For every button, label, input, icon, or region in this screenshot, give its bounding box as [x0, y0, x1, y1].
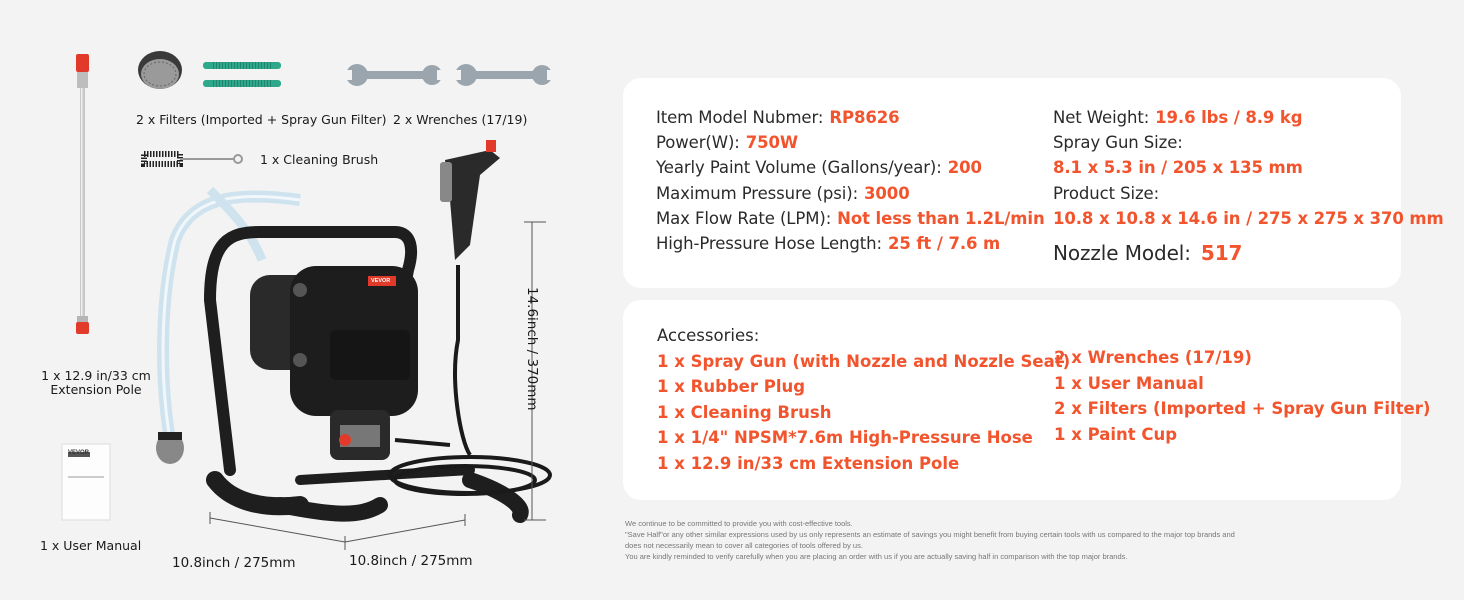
- spec-power: [656, 133, 798, 152]
- spec-label: Nozzle Model:: [1053, 241, 1191, 265]
- spec-product-size-label: Product Size:: [1053, 184, 1160, 203]
- brush-label: 1 x Cleaning Brush: [260, 152, 379, 167]
- spec-value: 3000: [864, 184, 910, 203]
- motor-housing-icon: [250, 266, 418, 460]
- spec-label: Net Weight:: [1053, 108, 1150, 127]
- spec-hose-length: [656, 234, 1000, 253]
- spec-value: 517: [1200, 241, 1243, 265]
- accessories-title: Accessories:: [657, 326, 760, 345]
- disclaimer-line: "Save Half"or any other similar expressions used by us only represents an estimate of savings you might benefit from buying certain tools with us compared to the major top brands and: [625, 530, 1235, 539]
- filters-label: 2 x Filters (Imported + Spray Gun Filter): [136, 112, 387, 127]
- accessory-item: 1 x 1/4" NPSM*7.6m High-Pressure Hose: [657, 428, 1033, 447]
- accessory-item: 2 x Filters (Imported + Spray Gun Filter): [1054, 399, 1431, 418]
- spec-flow-rate: [656, 209, 1045, 228]
- spec-label: Power(W):: [656, 133, 740, 152]
- spray-gun-icon: [440, 140, 500, 260]
- disclaimer-line: You are kindly reminded to verify carefully when you are placing an order with us if you are actually saving half in comparison with the top major brands.: [625, 552, 1128, 561]
- spec-value: RP8626: [829, 108, 900, 127]
- spec-gun-size-value: 8.1 x 5.3 in / 205 x 135 mm: [1053, 158, 1303, 177]
- spec-value: 25 ft / 7.6 m: [887, 234, 1001, 253]
- spec-label: Max Flow Rate (LPM):: [656, 209, 832, 228]
- product-illustration: [0, 0, 600, 600]
- spec-value: 19.6 lbs / 8.9 kg: [1155, 108, 1303, 127]
- pole-label-line2: Extension Pole: [50, 382, 142, 397]
- spec-yearly-volume: [656, 158, 982, 177]
- disclaimer-line: does not necessarily mean to cover all categories of tools offered by us.: [625, 541, 863, 550]
- accessory-item: 1 x Paint Cup: [1054, 425, 1178, 444]
- disclaimer-line: We continue to be committed to provide you with cost-effective tools.: [625, 519, 853, 528]
- wrenches-label: 2 x Wrenches (17/19): [393, 112, 528, 127]
- product-drawing: [0, 0, 600, 600]
- spec-value: 200: [947, 158, 982, 177]
- extension-pole-icon: [76, 54, 89, 334]
- width-dimension-2: 10.8inch / 275mm: [349, 553, 473, 569]
- accessories-card: [623, 300, 1431, 500]
- accessory-item: 1 x Rubber Plug: [657, 377, 806, 396]
- spec-label: High-Pressure Hose Length:: [656, 234, 882, 253]
- pole-label-line1: 1 x 12.9 in/33 cm: [41, 368, 151, 383]
- spec-model: [656, 108, 899, 127]
- manual-label: 1 x User Manual: [40, 538, 142, 553]
- spec-net-weight: [1053, 108, 1302, 127]
- wrench-icon: [342, 64, 557, 86]
- width-dimension-1: 10.8inch / 275mm: [172, 555, 296, 571]
- accessory-item: 1 x Cleaning Brush: [657, 403, 832, 422]
- spec-label: Yearly Paint Volume (Gallons/year):: [656, 158, 942, 177]
- accessory-item: 1 x 12.9 in/33 cm Extension Pole: [657, 454, 960, 473]
- accessory-item: 2 x Wrenches (17/19): [1054, 348, 1252, 367]
- disclaimer: [625, 518, 1385, 562]
- spec-max-pressure: [656, 184, 910, 203]
- spec-nozzle-model: [1053, 241, 1242, 265]
- spec-label: Item Model Nubmer:: [656, 108, 824, 127]
- spec-value: Not less than 1.2L/min: [837, 209, 1045, 228]
- gun-filter-icon: [203, 62, 281, 87]
- spec-label: Maximum Pressure (psi):: [656, 184, 859, 203]
- manual-brand: VEVOR: [68, 450, 90, 456]
- accessory-item: 1 x User Manual: [1054, 374, 1204, 393]
- height-dimension: 14.6inch / 370mm: [524, 287, 540, 411]
- spec-gun-size-label: Spray Gun Size:: [1053, 133, 1183, 152]
- accessory-item: 1 x Spray Gun (with Nozzle and Nozzle Seat): [657, 352, 1071, 371]
- pole-label: [40, 368, 152, 397]
- filter-cup-icon: [138, 51, 182, 89]
- specifications-card: [623, 78, 1444, 288]
- spec-product-size-value: 10.8 x 10.8 x 14.6 in / 275 x 275 x 370 mm: [1053, 209, 1444, 228]
- unit-brand: VEVOR: [371, 278, 391, 284]
- spec-value: 750W: [745, 133, 798, 152]
- cleaning-brush-icon: [144, 154, 242, 164]
